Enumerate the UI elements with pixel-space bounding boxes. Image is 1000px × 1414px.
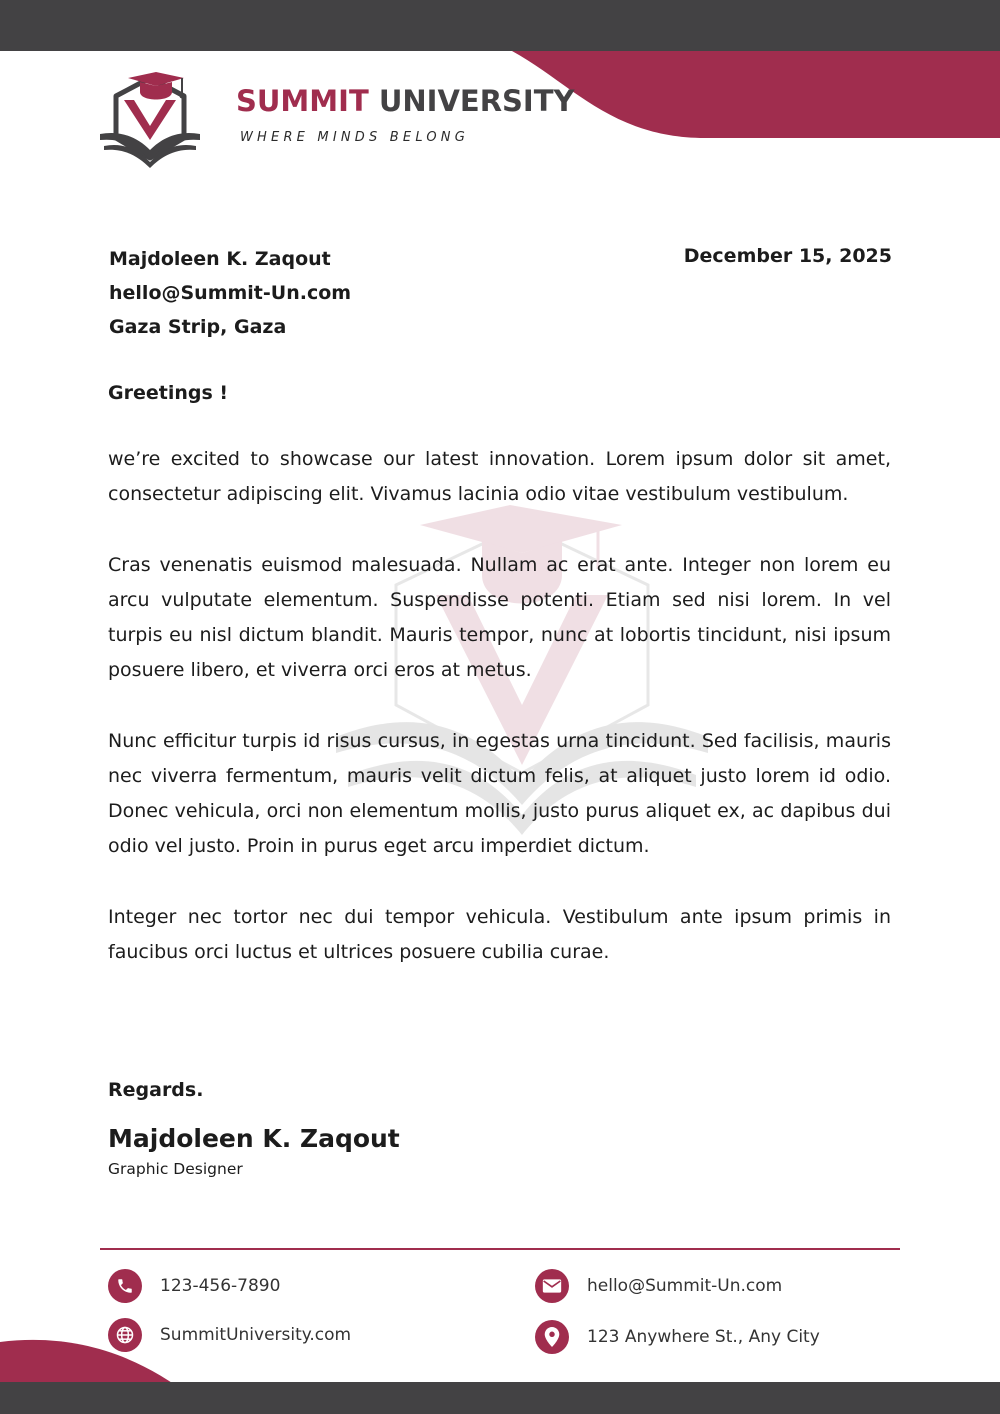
body-paragraph: Cras venenatis euismod malesuada. Nullam ac erat ante. Integer non lorem eu arcu vulputate elementum. Suspendisse potenti. Etiam sed nisi lorem. In vel turpis eu nisl dictum blandit. Mauris tempor, nunc at lobortis tincidunt, nisi ipsum posuere libero, et viverra orci eros at metus. bbox=[108, 553, 891, 682]
closing: Regards. bbox=[108, 1079, 204, 1101]
body-paragraph: Integer nec tortor nec dui tempor vehicula. Vestibulum ante ipsum primis in faucibus orci luctus et ultrices posuere cubilia curae. bbox=[108, 905, 891, 963]
brand-name-part1: SUMMIT bbox=[236, 84, 369, 118]
sender-location: Gaza Strip, Gaza bbox=[109, 316, 287, 338]
sender-email: hello@Summit-Un.com bbox=[109, 282, 352, 304]
signature-name: Majdoleen K. Zaqout bbox=[108, 1124, 400, 1153]
graduation-cap-book-icon bbox=[98, 70, 208, 172]
body-paragraph: we’re excited to showcase our latest innovation. Lorem ipsum dolor sit amet, consectetur adipiscing elit. Vivamus lacinia odio vitae vestibulum vestibulum. bbox=[108, 448, 891, 506]
footer-phone bbox=[108, 1269, 280, 1303]
mail-icon bbox=[535, 1269, 569, 1303]
brand-name bbox=[236, 84, 575, 118]
greeting: Greetings ! bbox=[108, 382, 229, 404]
sender-name: Majdoleen K. Zaqout bbox=[109, 248, 331, 270]
phone-icon bbox=[108, 1269, 142, 1303]
bottom-footer-bar bbox=[0, 1382, 1000, 1414]
location-pin-icon bbox=[535, 1320, 569, 1354]
letter-body bbox=[108, 442, 891, 1005]
address-text: 123 Anywhere St., Any City bbox=[587, 1327, 820, 1347]
brand-name-part2: UNIVERSITY bbox=[378, 84, 575, 118]
website-link[interactable]: SummitUniversity.com bbox=[160, 1325, 352, 1345]
phone-number[interactable]: 123-456-7890 bbox=[160, 1276, 281, 1296]
sender-block bbox=[109, 242, 351, 344]
footer-divider bbox=[100, 1248, 900, 1250]
footer-address bbox=[535, 1320, 820, 1354]
email-link[interactable]: hello@Summit-Un.com bbox=[587, 1276, 783, 1296]
brand-tagline: WHERE MINDS BELONG bbox=[240, 130, 469, 145]
footer-email bbox=[535, 1269, 782, 1303]
signature-role: Graphic Designer bbox=[108, 1160, 243, 1178]
letter-date: December 15, 2025 bbox=[683, 245, 892, 267]
body-paragraph: Nunc efficitur turpis id risus cursus, in egestas urna tincidunt. Sed facilisis, mauris nec viverra fermentum, mauris velit dictum felis, at aliquet justo lorem id odio. Donec vehicula, orci non elementum mollis, justo purus aliquet ex, ac dapibus dui odio vel justo. Proin in purus eget arcu imperdiet dictum. bbox=[108, 729, 891, 858]
